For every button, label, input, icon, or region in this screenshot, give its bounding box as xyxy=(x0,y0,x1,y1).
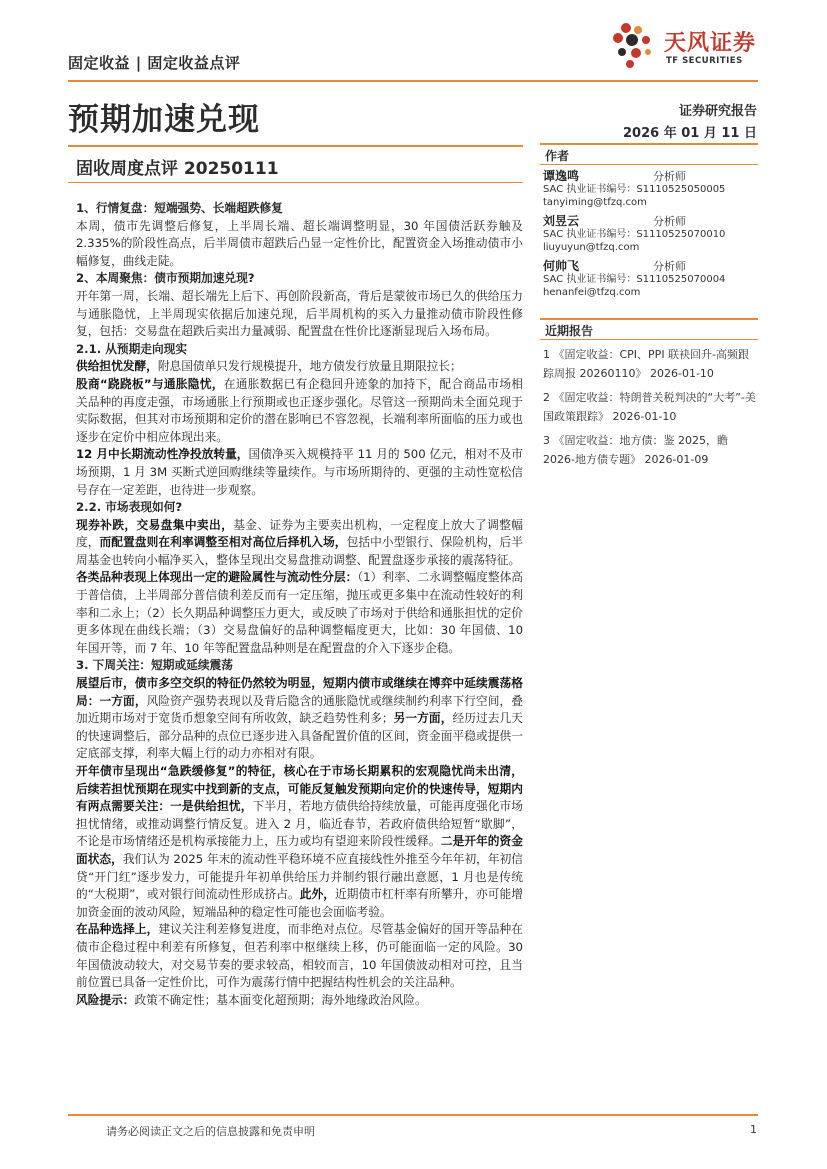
section-2-2-paragraph-2 xyxy=(76,569,523,657)
page-title: 预期加速兑现 xyxy=(68,102,260,138)
recent-report-item[interactable]: 3 《固定收益：地方债：鉴 2025，瞻 2026-地方债专题》 2026-01-09 xyxy=(543,434,728,466)
author-role: 分析师 xyxy=(653,215,686,228)
bold-text: 二是开年的资金面状态， xyxy=(76,834,523,866)
author-cert: SAC 执业证书编号：S1110525070010 xyxy=(543,229,726,240)
subtitle: 固收周度点评 20250111 xyxy=(76,159,279,179)
bold-lead: 供给担忧发酵， xyxy=(76,359,158,374)
section-3-paragraph-1 xyxy=(76,675,523,763)
recent-report-item[interactable]: 1 《固定收益：CPI、PPI 联袂回升-高频跟踪周报 20260110》 2026-01-10 xyxy=(543,348,750,380)
logo-text-en: TF SECURITIES xyxy=(666,56,743,66)
page-number: 1 xyxy=(750,1123,757,1136)
recent-reports-heading: 近期报告 xyxy=(545,324,594,338)
paragraph-text: 建议关注利差修复进度，而非绝对点位。尽管基金偏好的国开等品种在债市企稳过程中利差有所修复，但若利率中枢继续上移，仍可能面临一定的风险。30 年国债波动较大，对交易节奏的要求较高，相较而言，10 年国债波动相对可控，且当前位置已具备一定性价比，可作为震荡行情中把握结构性机会的关注品种。 xyxy=(76,922,523,990)
footer-disclaimer: 请务必阅读正文之后的信息披露和免责申明 xyxy=(106,1125,315,1138)
author-card xyxy=(543,170,758,209)
paragraph-text: 在通胀数据已有企稳回升迹象的加持下，配合商品市场相关品种的再度走强，市场通胀上行预期或也正逐步强化。尽管这一预期尚未全面兑现于实际数据，但其对市场预期和定价的潜在影响已不容忽视，长端利率所面临的压力或也逐步在定价中相应体现出来。 xyxy=(76,376,523,444)
author-name: 谭逸鸣 xyxy=(543,169,580,183)
risk-text: 政策不确定性；基本面变化超预期；海外地缘政治风险。 xyxy=(134,992,427,1007)
recent-reports-list xyxy=(543,346,757,475)
header-divider xyxy=(68,80,758,82)
paragraph-text: 风险资产强势表现以及背后隐含的通胀隐忧或继续制约利率下行空间，叠加近期市场对于宽货币想象空间有所收敛，缺乏趋势性利多； xyxy=(76,693,523,726)
bold-lead: 股商“跷跷板”与通胀隐忧， xyxy=(76,376,224,391)
section-2-1-paragraph-2 xyxy=(76,376,523,446)
paragraph-text: 我们认为 2025 年末的流动性平稳环境不应直接线性外推至今年年初，年初信贷“开门红”逐步发力，可能提升年初单供给压力并制约银行融出意愿，1 月也是传统的“大税期”，或对银行间流动性形成挤占。 xyxy=(76,851,523,902)
authors-heading: 作者 xyxy=(545,149,570,163)
paragraph-text: 经历过去几天的快速调整后，部分品种的点位已逐步进入具备配置价值的区间，资金面平稳或提供一定底部支撑，利率大幅上行的动力亦相对有限。 xyxy=(76,711,523,761)
author-role: 分析师 xyxy=(653,170,686,183)
bold-lead: 在品种选择上， xyxy=(76,922,159,937)
paragraph-text: 近期债市杠杆率有所攀升，亦可能增加资金面的波动风险，短端品种的稳定性可能也会面临考验。 xyxy=(76,887,523,919)
authors-divider-top xyxy=(540,143,758,145)
risk-warning xyxy=(76,992,523,1010)
section-2-paragraph: 开年第一周，长端、超长端先上后下、再创阶段新高，背后是蒙彼市场已久的供给压力与通胀隐忧，上半周现实依据后加速兑现，后半周机构的买入力量推动债市阶段性修复，包括：交易盘在超跌后卖出力量减弱、配置盘在性价比逐渐显现后入场布局。 xyxy=(76,288,523,339)
paragraph-text: 下半月，若地方债供给持续放量，可能再度强化市场担忧情绪，或推动调整行情反复。进入 2 月，临近春节，若政府债供给短暂“歇脚”，不论是市场情绪还是机构承接能力上，压力或均有望迎来阶段性缓释。 xyxy=(76,799,523,849)
section-2-1-paragraph-3 xyxy=(76,446,523,499)
author-cert: SAC 执业证书编号：S1110525050005 xyxy=(543,184,726,195)
logo-text: 天风证券 xyxy=(664,31,757,56)
recent-divider-bottom xyxy=(540,339,758,340)
main-content xyxy=(76,200,523,1009)
subtitle-divider-top xyxy=(68,145,523,147)
author-name: 刘昱云 xyxy=(543,214,580,228)
author-email[interactable]: henanfei@tfzq.com xyxy=(543,287,641,298)
footer-divider xyxy=(68,1114,758,1116)
author-card xyxy=(543,260,758,299)
paragraph-text: 附息国债单只发行规模提升，地方债发行放量且期限拉长； xyxy=(157,359,462,374)
paragraph-text: （1）利率、二永调整幅度整体高于普信债，上半周部分普信债利差反而有一定压缩，抛压或更多集中在流动性较好的利率和二永上；（2）长久期品种调整压力更大，或反映了市场对于供给和通胀担忧的定价更多体现在曲线长端；（3）交易盘偏好的品种调整幅度更大，比如：30 年国债、10 年国开等，而 7 年、10 年等配置盘品种则是在配置盘的介入下逐步企稳。 xyxy=(76,570,523,655)
risk-label: 风险提示： xyxy=(76,992,135,1007)
section-2-2-paragraph-1 xyxy=(76,517,523,570)
section-1-paragraph: 本周，债市先调整后修复，上半周长端、超长端调整明显，30 年国债活跃券触及 2.335%的阶段性高点，后半周债市超跌后凸显一定性价比，配置资金入场推动债市小幅修复，曲线走陡。 xyxy=(76,218,523,268)
bold-lead: 12 月中长期流动性净投放转量， xyxy=(76,447,249,462)
author-name: 何帅飞 xyxy=(543,259,580,273)
recent-divider-top xyxy=(540,318,758,320)
bold-lead: 展望后市，债市多空交织的特征仍然较为明显，短期内债市或继续在博弈中延续震荡格局：一方面， xyxy=(76,676,523,708)
report-type: 证券研究报告 xyxy=(678,104,757,119)
section-3-heading: 3. 下周关注：短期或延续震荡 xyxy=(76,658,233,673)
author-card xyxy=(543,215,758,254)
paragraph-text: 国债净买入规模持平 11 月的 500 亿元，相对不及市场预期，1 月 3M 买断式逆回购继续等量续作。与市场所期待的、更强的主动性宽松信号存在一定差距，也待进一步观察。 xyxy=(76,447,523,497)
section-3-paragraph-2 xyxy=(76,763,523,921)
section-2-1-paragraph-1 xyxy=(76,358,523,376)
bold-text: 另一方面， xyxy=(393,711,453,726)
section-2-2-heading: 2.2. 市场表现如何? xyxy=(76,500,183,515)
author-email[interactable]: tanyiming@tfzq.com xyxy=(543,197,647,208)
section-2-heading: 2、本周聚焦：债市预期加速兑现? xyxy=(76,271,255,286)
authors-divider-bottom xyxy=(540,164,758,165)
bold-text: 而配置盘则在利率调整至相对高位后择机入场， xyxy=(99,535,347,550)
bold-lead: 各类品种表现上体现出一定的避险属性与流动性分层： xyxy=(76,570,358,585)
bold-lead: 开年债市呈现出“急跌缓修复”的特征，核心在于市场长期累积的宏观隐忧尚未出清，后续若担忧预期在现实中找到新的支点，可能反复触发预期向定价的快速传导，短期内有两点需要关注：一是供给担忧， xyxy=(76,764,523,814)
paragraph-text: 基金、证券为主要卖出机构，一定程度上放大了调整幅度， xyxy=(76,517,523,550)
author-role: 分析师 xyxy=(653,260,686,273)
bold-text: 此外， xyxy=(299,887,336,902)
section-3-paragraph-3 xyxy=(76,921,523,991)
logo-mark-icon xyxy=(606,20,658,70)
recent-report-item[interactable]: 2 《固定收益：特朗普关税判决的“大考”-美国政策跟踪》 2026-01-10 xyxy=(543,391,756,423)
company-logo xyxy=(606,20,766,70)
subtitle-divider-bottom xyxy=(68,182,523,183)
author-cert: SAC 执业证书编号：S1110525070004 xyxy=(543,274,726,285)
section-1-heading: 1、行情复盘：短端强势、长端超跌修复 xyxy=(76,201,283,215)
section-2-1-heading: 2.1. 从预期走向现实 xyxy=(76,341,188,356)
report-category: 固定收益 | 固定收益点评 xyxy=(68,54,241,72)
paragraph-text: 包括中小型银行、保险机构，后半周基金也转向小幅净买入，整体呈现出交易盘推动调整、配置盘逐步承接的震荡特征。 xyxy=(76,535,523,567)
report-date: 2026 年 01 月 11 日 xyxy=(623,126,757,141)
bold-lead: 现券补跌，交易盘集中卖出， xyxy=(76,517,234,532)
author-email[interactable]: liuyuyun@tfzq.com xyxy=(543,242,640,253)
